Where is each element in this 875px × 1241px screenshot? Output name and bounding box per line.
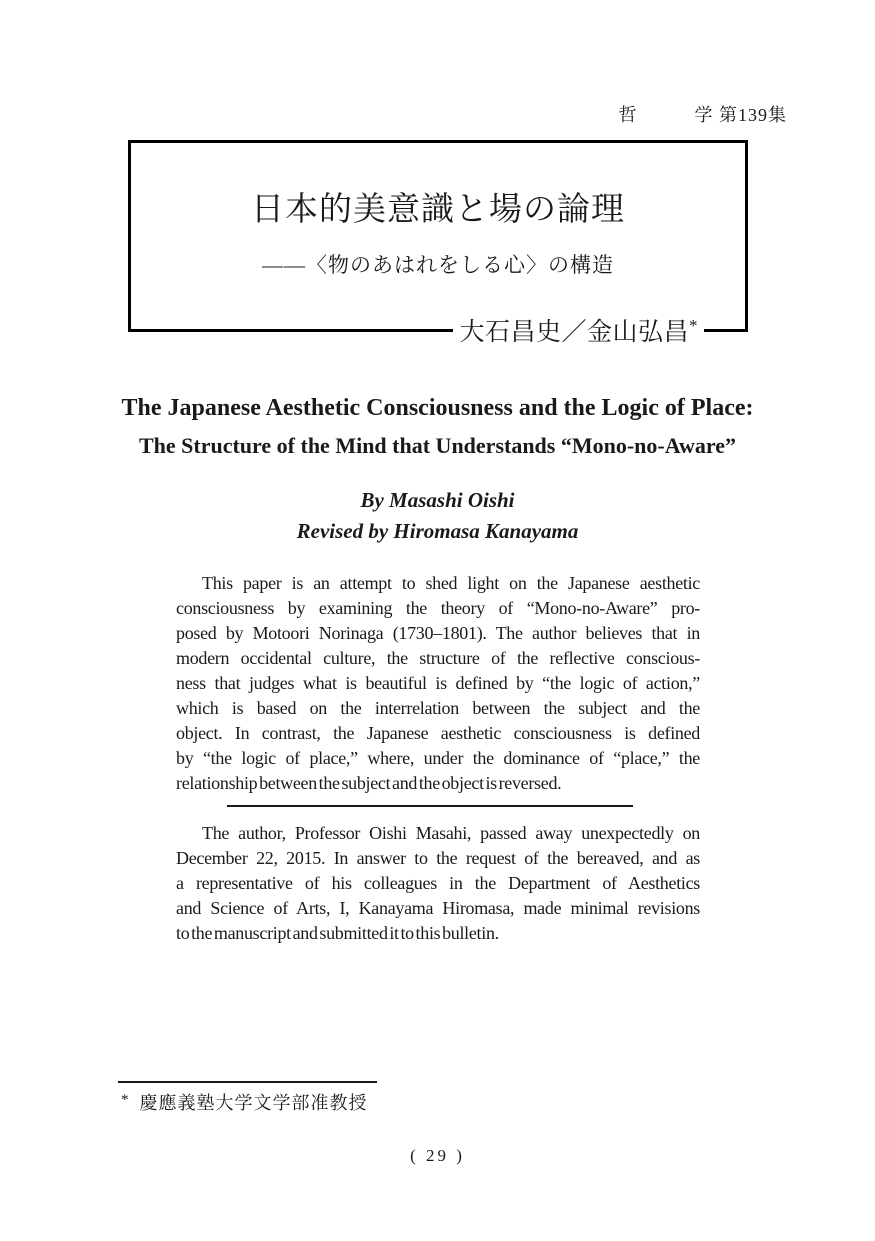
note-line: and Science of Arts, I, Kanayama Hiromasa, made minimal revisions	[176, 898, 700, 918]
author-line	[128, 311, 748, 349]
author-rule-left	[128, 329, 453, 332]
abstract-line: relationship between the subject and the object is reversed.	[176, 773, 562, 793]
abstract-line: which is based on the interrelation between the subject and the	[176, 698, 700, 718]
footnote-mark: *	[121, 1092, 130, 1108]
note-line: December 22, 2015. In answer to the request of the bereaved, and as	[176, 848, 700, 868]
author-names	[453, 312, 704, 348]
page-number: ( 29 )	[410, 1146, 465, 1165]
abstract-line: modern occidental culture, the structure of the reflective conscious-	[176, 648, 700, 668]
abstract-line: ness that judges what is beautiful is defined by “the logic of action,”	[176, 673, 700, 693]
english-title-line1: The Japanese Aesthetic Consciousness and the Logic of Place:	[121, 395, 754, 421]
note-line: The author, Professor Oishi Masahi, passed away unexpectedly on	[202, 823, 700, 843]
footnote	[121, 1089, 368, 1115]
obituary-note-paragraph	[176, 821, 700, 946]
japanese-title: 日本的美意識と場の論理	[251, 192, 625, 228]
author-names-text: 大石昌史／金山弘昌	[459, 319, 689, 346]
note-line: a representative of his colleagues in the Department of Aesthetics	[176, 873, 700, 893]
abstract-line: by “the logic of place,” where, under the dominance of “place,” the	[176, 748, 700, 768]
japanese-subtitle: ——〈物のあはれをしる心〉の構造	[262, 253, 614, 277]
footnote-text: 慶應義塾大学文学部准教授	[139, 1093, 368, 1113]
abstract-line: posed by Motoori Norinaga (1730–1801). The author believes that in	[176, 623, 700, 643]
section-divider-rule	[227, 805, 633, 807]
author-note-mark: *	[689, 316, 698, 335]
footnote-rule	[118, 1081, 377, 1083]
byline-reviser: Revised by Hiromasa Kanayama	[296, 519, 579, 543]
byline-author: By Masashi Oishi	[360, 488, 515, 512]
journal-header: 哲 学 第139集	[618, 105, 787, 125]
abstract-line: object. In contrast, the Japanese aesthetic consciousness is defined	[176, 723, 700, 743]
abstract-paragraph	[176, 571, 700, 796]
abstract-line: consciousness by examining the theory of “Mono-no-Aware” pro-	[176, 598, 700, 618]
title-box	[128, 140, 748, 330]
abstract-line: This paper is an attempt to shed light on the Japanese aesthetic	[202, 573, 700, 593]
english-title	[0, 395, 875, 459]
byline	[0, 485, 875, 547]
note-line: to the manuscript and submitted it to this bulletin.	[176, 923, 499, 943]
author-rule-right	[704, 329, 748, 332]
english-title-line2: The Structure of the Mind that Understands “Mono-no-Aware”	[138, 433, 737, 458]
